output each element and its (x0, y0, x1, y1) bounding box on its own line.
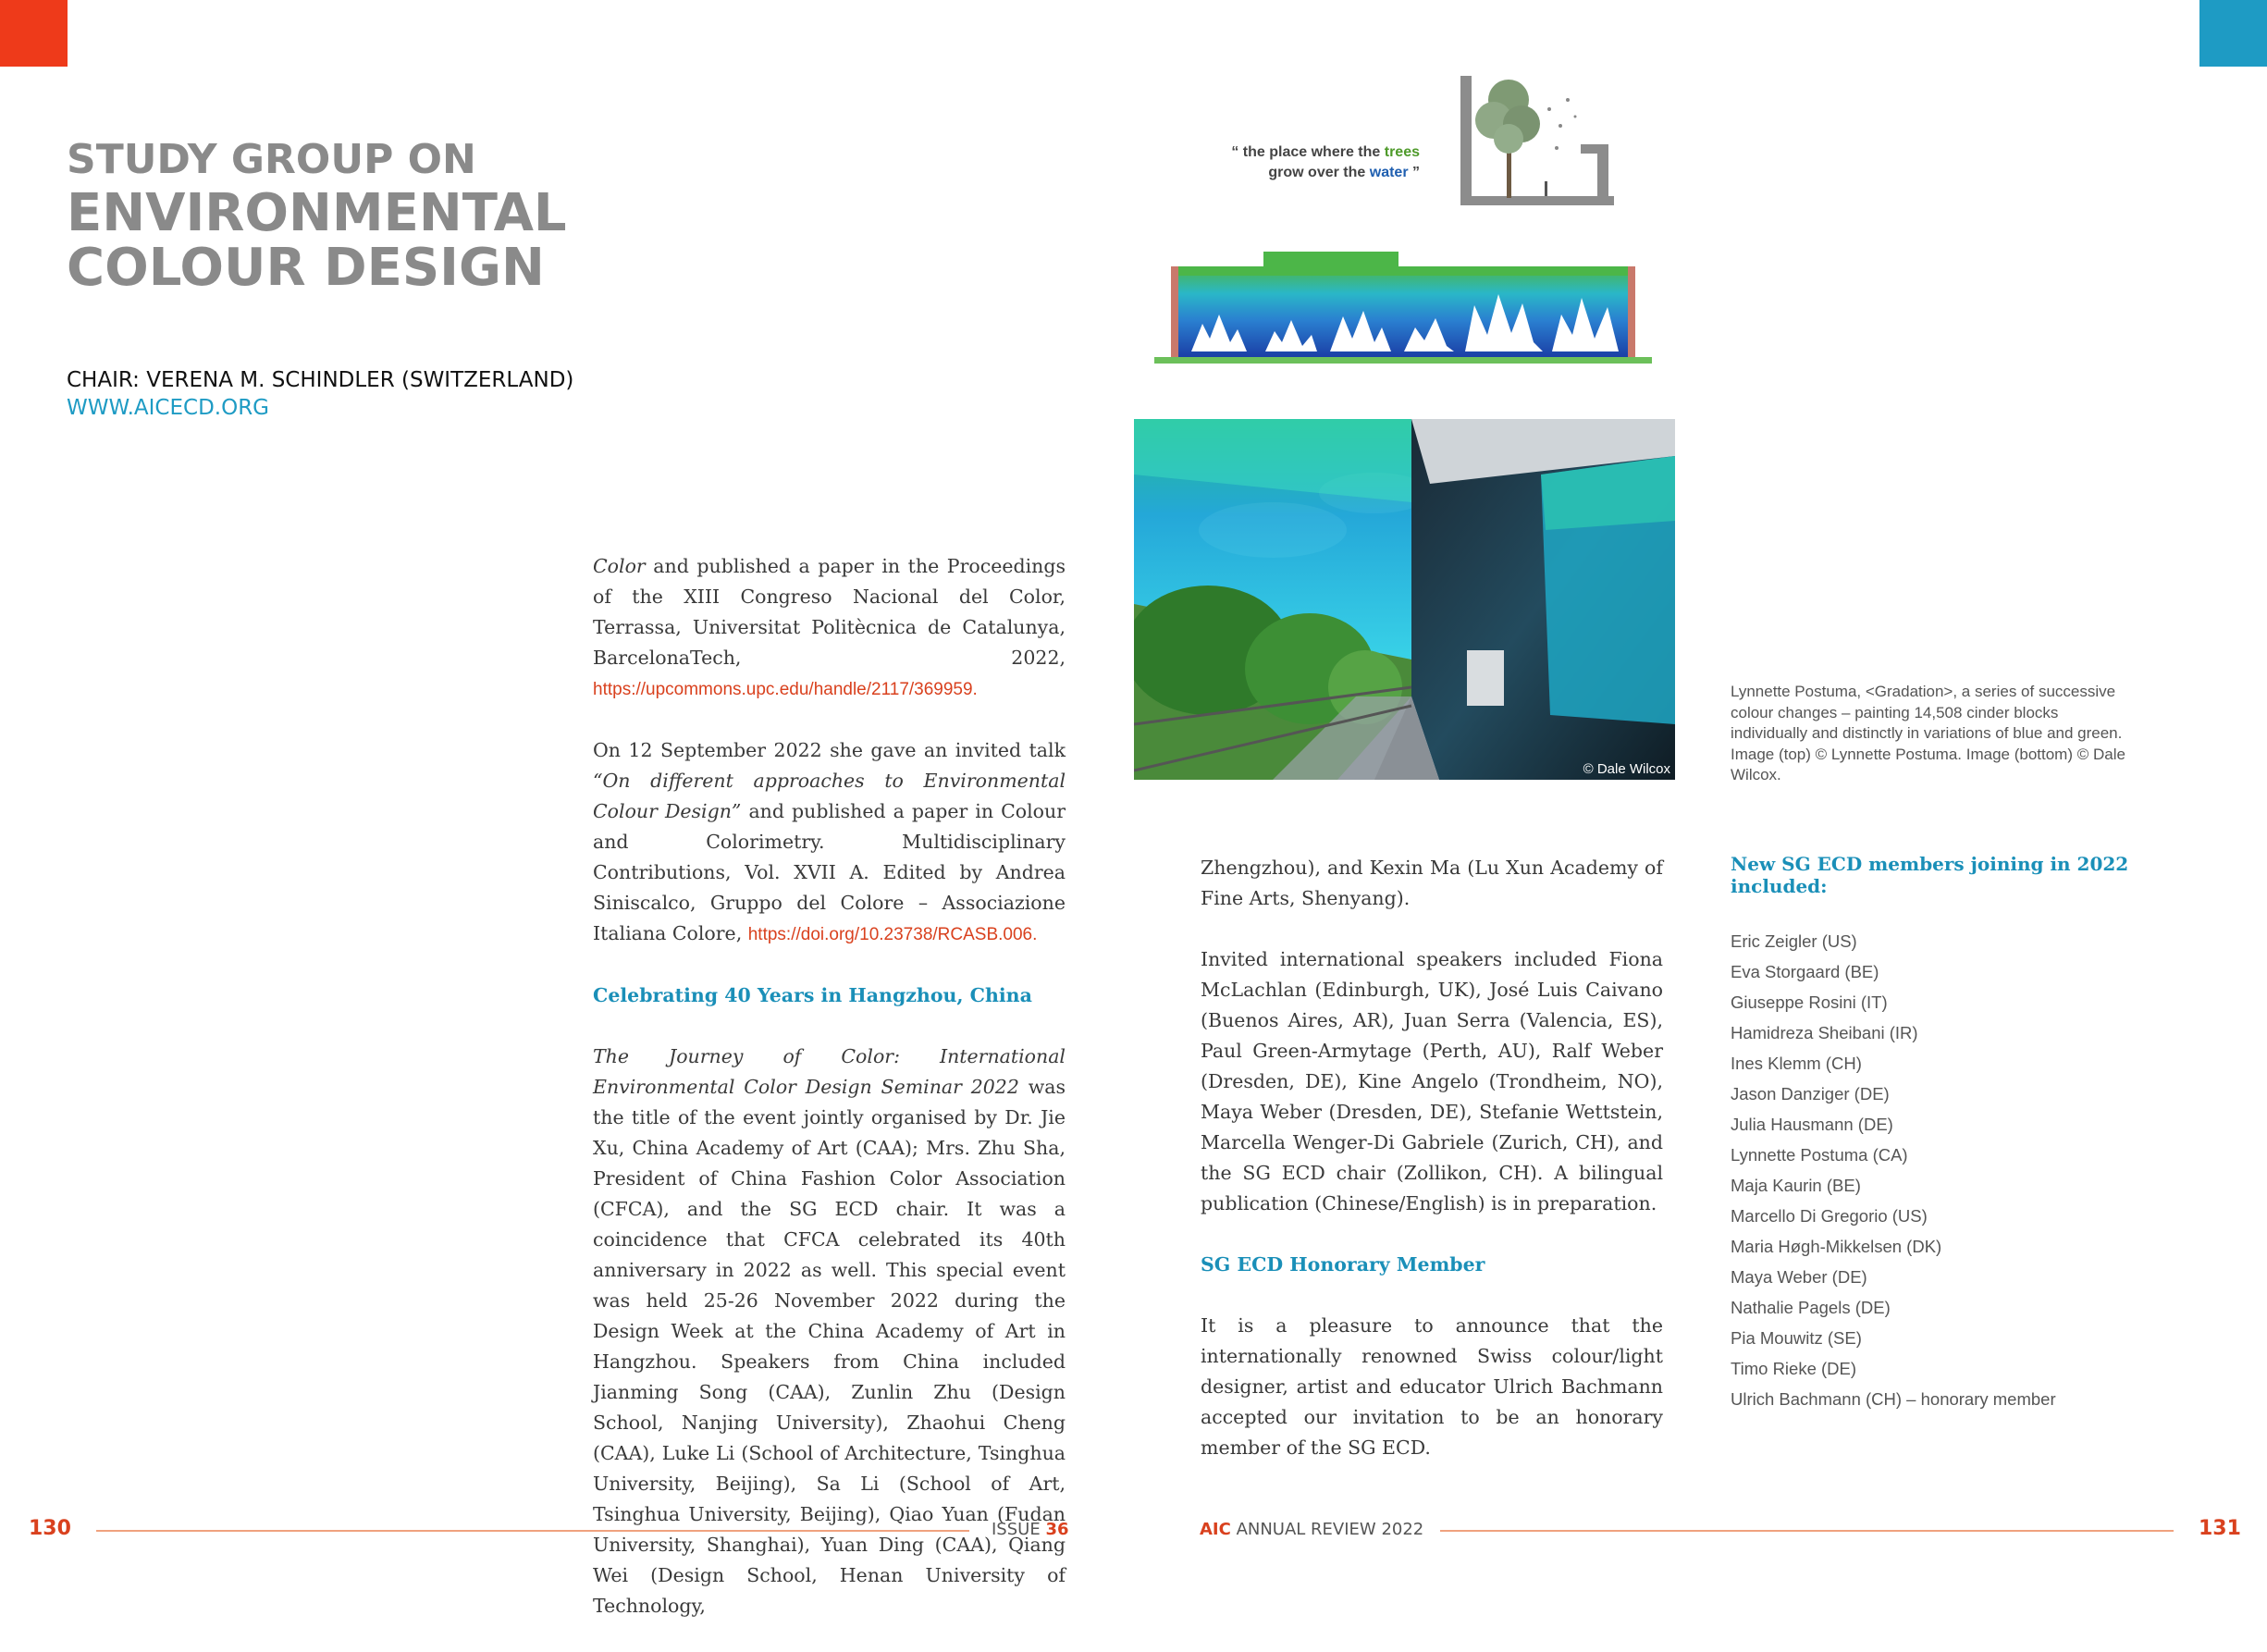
corner-block-red (0, 0, 68, 67)
list-item: Julia Hausmann (DE) (1731, 1115, 1893, 1134)
paragraph-invited-talk: On 12 September 2022 she gave an invited talk “On different approaches to Environmental Colour Design” and published a paper in Colour and Colorimetry. Multidisciplinary Contributions, Vol. XVII A. Edited by Andrea Siniscalco, Gruppo del Colore – Associazione Italiana Colore, https://doi.org/10.23738/RCASB.006. (593, 739, 1066, 944)
heading-hangzhou: Celebrating 40 Years in Hangzhou, China (593, 984, 1032, 1006)
new-members-section (1731, 853, 2175, 1414)
list-item: Maja Kaurin (BE) (1731, 1176, 1861, 1195)
footer-annual-review: AIC ANNUAL REVIEW 2022 (1200, 1520, 1424, 1539)
list-item: Ulrich Bachmann (CH) – honorary member (1731, 1389, 2056, 1409)
corner-block-blue (2199, 0, 2267, 67)
list-item: Maria Høgh-Mikkelsen (DK) (1731, 1237, 1942, 1256)
chair-line: CHAIR: VERENA M. SCHINDLER (SWITZERLAND) (67, 368, 574, 392)
list-item: Giuseppe Rosini (IT) (1731, 992, 1888, 1012)
paragraph-speakers: Invited international speakers included Fiona McLachlan (Edinburgh, UK), José Luis Caivano (Buenos Aires, AR), Juan Serra (Valencia, ES), Paul Green-Armytage (Perth, AU), Ralf Weber (Dresden, DE), Kine Angelo (Trondheim, NO), Maya Weber (Dresden, DE), Stefanie Wettstein, Marcella Wenger-Di Gabriele (Zurich, CH), and the SG ECD chair (Zollikon, CH). A bilingual publication (Chinese/English) is in preparation. (1201, 948, 1663, 1214)
upcommons-link[interactable]: https://upcommons.upc.edu/handle/2117/369959. (593, 680, 978, 699)
list-item: Eric Zeigler (US) (1731, 931, 1857, 951)
footer-rule-left (96, 1530, 969, 1532)
footer-issue: ISSUE 36 (992, 1520, 1069, 1539)
illustration-quote: “ the place where the trees grow over the water ” (1231, 144, 1420, 180)
paragraph-proceedings: Color and published a paper in the Proceedings of the XIII Congreso Nacional del Color, Terrassa, Universitat Politècnica de Catalunya, BarcelonaTech, 2022, https://upcommons.upc.edu/handle/2117/369959. (593, 555, 1066, 699)
page-number-right: 131 (2199, 1517, 2241, 1540)
paragraph-honorary: It is a pleasure to announce that the internationally renowned Swiss colour/light designer, artist and educator Ulrich Bachmann accepted our invitation to be an honorary member of the SG ECD. (1201, 1314, 1663, 1459)
page-number-left: 130 (29, 1517, 71, 1540)
gradation-wall-drawing (1154, 250, 1654, 370)
tree-section-drawing (1457, 72, 1614, 211)
title-line-2: ENVIRONMENTAL (67, 183, 567, 244)
list-item: Jason Danziger (DE) (1731, 1084, 1890, 1103)
website-link[interactable]: WWW.AICECD.ORG (67, 396, 269, 420)
list-item: Maya Weber (DE) (1731, 1267, 1867, 1287)
list-item: Nathalie Pagels (DE) (1731, 1298, 1891, 1317)
right-text-column (1201, 853, 1663, 1494)
footer-rule-right (1440, 1530, 2174, 1532)
members-heading: New SG ECD members joining in 2022 included: (1731, 853, 2129, 897)
list-item: Ines Klemm (CH) (1731, 1054, 1862, 1073)
image-caption: Lynnette Postuma, <Gradation>, a series of successive colour changes – painting 14,508 cinder blocks individually and distinctly in variations of blue and green. Image (top) © Lynnette Postuma. Image (bottom) © Dale Wilcox. (1731, 683, 2125, 783)
list-item: Marcello Di Gregorio (US) (1731, 1206, 1928, 1226)
doi-link[interactable]: https://doi.org/10.23738/RCASB.006. (747, 925, 1038, 944)
left-text-column (593, 551, 1066, 1652)
heading-honorary-member: SG ECD Honorary Member (1201, 1253, 1485, 1276)
list-item: Timo Rieke (DE) (1731, 1359, 1857, 1378)
title-line-1: STUDY GROUP ON (67, 136, 476, 183)
list-item: Pia Mouwitz (SE) (1731, 1328, 1862, 1348)
list-item: Lynnette Postuma (CA) (1731, 1145, 1908, 1165)
title-line-3: COLOUR DESIGN (67, 237, 545, 298)
list-item: Hamidreza Sheibani (IR) (1731, 1023, 1918, 1042)
paragraph-journey: The Journey of Color: International Environmental Color Design Seminar 2022 was the title of the event jointly organised by Dr. Jie Xu, China Academy of Art (CAA); Mrs. Zhu Sha, President of China Fashion Color Association (CFCA), and the SG ECD chair. It was a coincidence that CFCA celebrated its 40th anniversary in 2022 as well. This special event was held 25-26 November 2022 during the Design Week at the China Academy of Art in Hangzhou. Speakers from China included Jianming Song (CAA), Zunlin Zhu (Design School, Nanjing University), Zhaohui Cheng (CAA), Luke Li (School of Architecture, Tsinghua University, Beijing), Sa Li (School of Art, Tsinghua University, Beijing), Qiao Yuan (Fudan University, Shanghai), Yuan Ding (CAA), Qiang Wei (Design School, Henan University of Technology, (593, 1045, 1066, 1617)
photo-credit: © Dale Wilcox (1583, 761, 1670, 777)
list-item: Eva Storgaard (BE) (1731, 962, 1879, 981)
corridor-photo (1134, 419, 1675, 780)
page-title (67, 136, 567, 298)
members-list (1731, 926, 2175, 1414)
paragraph-zhengzhou: Zhengzhou), and Kexin Ma (Lu Xun Academy of Fine Arts, Shenyang). (1201, 857, 1663, 909)
